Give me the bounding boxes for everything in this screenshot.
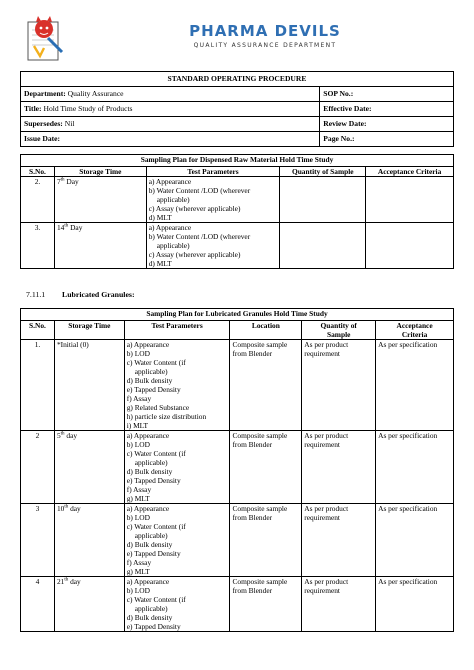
sno-cell: 3 bbox=[21, 504, 55, 577]
table-row bbox=[21, 504, 454, 577]
section-title: Lubricated Granules: bbox=[62, 290, 135, 299]
test-parameter-item: b) LOD bbox=[126, 513, 150, 522]
test-parameters-cell bbox=[124, 504, 230, 577]
table-row bbox=[21, 431, 454, 504]
test-parameter-item: c) Assay (wherever applicable) bbox=[148, 250, 241, 259]
granule-col-sno: S.No. bbox=[21, 321, 55, 340]
test-parameter-item: e) Tapped Density bbox=[126, 476, 181, 485]
test-parameter-item: b) LOD bbox=[126, 440, 150, 449]
criteria-cell: As per specification bbox=[376, 340, 454, 431]
test-parameters-cell bbox=[146, 177, 280, 223]
raw-material-table bbox=[20, 154, 454, 269]
storage-time-unit: day bbox=[70, 577, 81, 586]
test-parameter-item: g) MLT bbox=[126, 567, 150, 576]
test-parameter-item: c) Assay (wherever applicable) bbox=[148, 204, 241, 213]
pharma-devils-logo-icon bbox=[22, 12, 70, 64]
criteria-cell: As per specification bbox=[376, 504, 454, 577]
location-line: from Blender bbox=[232, 586, 273, 595]
test-parameter-item: d) Bulk density bbox=[126, 613, 173, 622]
department-value: Quality Assurance bbox=[67, 89, 124, 98]
storage-time-suffix: th bbox=[60, 177, 65, 183]
test-parameter-item: d) Bulk density bbox=[126, 540, 173, 549]
sno-cell: 2. bbox=[21, 177, 55, 223]
test-parameter-item: c) Water Content (if bbox=[126, 358, 186, 367]
quantity-cell bbox=[280, 177, 366, 223]
storage-time-cell bbox=[54, 223, 146, 269]
raw-col-criteria: Acceptance Criteria bbox=[366, 167, 454, 177]
test-parameter-item: a) Appearance bbox=[126, 340, 170, 349]
storage-time-number: 10 bbox=[56, 504, 65, 513]
storage-time-cell bbox=[54, 340, 124, 431]
storage-time-cell bbox=[54, 431, 124, 504]
title-value: Hold Time Study of Products bbox=[43, 104, 133, 113]
quantity-line: As per product bbox=[304, 504, 349, 513]
location-cell bbox=[230, 340, 302, 431]
raw-col-qty: Quantity of Sample bbox=[280, 167, 366, 177]
department-cell: Department: Quality Assurance bbox=[21, 87, 320, 102]
test-parameter-item: d) MLT bbox=[148, 259, 172, 268]
quantity-cell bbox=[302, 504, 376, 577]
supersedes-value: Nil bbox=[64, 119, 75, 128]
test-parameter-item: e) Tapped Density bbox=[126, 622, 181, 631]
test-parameter-item: a) Appearance bbox=[126, 504, 170, 513]
test-parameter-item: f) Assay bbox=[126, 485, 152, 494]
location-line: from Blender bbox=[232, 349, 273, 358]
effective-date-cell: Effective Date: bbox=[320, 102, 454, 117]
criteria-cell: As per specification bbox=[376, 577, 454, 632]
page-header bbox=[0, 0, 474, 70]
test-parameter-item: b) LOD bbox=[126, 586, 150, 595]
issue-date-cell: Issue Date: bbox=[21, 132, 320, 147]
test-parameter-item: a) Appearance bbox=[126, 577, 170, 586]
test-parameter-item: d) MLT bbox=[148, 213, 172, 222]
location-line: Composite sample bbox=[232, 431, 288, 440]
granule-col-qty: Quantity of Sample bbox=[302, 321, 376, 340]
storage-time-suffix: th bbox=[60, 431, 65, 437]
test-parameter-item: applicable) bbox=[134, 458, 168, 467]
storage-time-number: 14 bbox=[56, 223, 65, 232]
location-line: from Blender bbox=[232, 440, 273, 449]
granule-table-caption: Sampling Plan for Lubricated Granules Hold Time Study bbox=[21, 309, 454, 321]
quantity-line: requirement bbox=[304, 349, 340, 358]
criteria-cell bbox=[366, 223, 454, 269]
sno-cell: 2 bbox=[21, 431, 55, 504]
raw-col-params: Test Parameters bbox=[146, 167, 280, 177]
title-cell: Title: Hold Time Study of Products bbox=[21, 102, 320, 117]
test-parameter-item: e) Tapped Density bbox=[126, 549, 181, 558]
page-no-cell: Page No.: bbox=[320, 132, 454, 147]
location-cell bbox=[230, 431, 302, 504]
test-parameter-item: applicable) bbox=[134, 367, 168, 376]
storage-time-unit: Day bbox=[70, 223, 83, 232]
raw-col-storage: Storage Time bbox=[54, 167, 146, 177]
storage-time-cell bbox=[54, 504, 124, 577]
quantity-cell bbox=[302, 577, 376, 632]
test-parameter-item: applicable) bbox=[156, 241, 190, 250]
location-line: Composite sample bbox=[232, 504, 288, 513]
test-parameter-item: f) Assay bbox=[126, 394, 152, 403]
storage-time-unit: day bbox=[66, 431, 78, 440]
sno-cell: 1. bbox=[21, 340, 55, 431]
criteria-cell bbox=[366, 177, 454, 223]
test-parameter-item: g) Related Substance bbox=[126, 403, 190, 412]
test-parameter-item: e) Tapped Density bbox=[126, 385, 181, 394]
table-row bbox=[21, 223, 454, 269]
sno-cell: 3. bbox=[21, 223, 55, 269]
test-parameter-item: a) Appearance bbox=[148, 177, 192, 186]
table-row bbox=[21, 177, 454, 223]
brand-name: PHARMA DEVILS bbox=[189, 22, 341, 40]
review-date-cell: Review Date: bbox=[320, 117, 454, 132]
brand-subtitle: QUALITY ASSURANCE DEPARTMENT bbox=[193, 42, 337, 49]
granule-col-storage: Storage Time bbox=[54, 321, 124, 340]
storage-time-cell bbox=[54, 577, 124, 632]
test-parameter-item: d) Bulk density bbox=[126, 376, 173, 385]
granule-col-location: Location bbox=[230, 321, 302, 340]
section-heading bbox=[26, 290, 135, 299]
granule-col-criteria: Acceptance Criteria bbox=[376, 321, 454, 340]
quantity-line: As per product bbox=[304, 577, 349, 586]
quantity-line: requirement bbox=[304, 513, 340, 522]
test-parameter-item: b) LOD bbox=[126, 349, 150, 358]
granule-col-params: Test Parameters bbox=[124, 321, 230, 340]
quantity-cell bbox=[280, 223, 366, 269]
test-parameter-item: d) Bulk density bbox=[126, 467, 173, 476]
raw-table-caption: Sampling Plan for Dispensed Raw Material Hold Time Study bbox=[21, 155, 454, 167]
supersedes-cell: Supersedes: Nil bbox=[21, 117, 320, 132]
table-row bbox=[21, 340, 454, 431]
test-parameter-item: i) MLT bbox=[126, 421, 149, 430]
location-cell bbox=[230, 504, 302, 577]
storage-time-unit: day bbox=[70, 504, 81, 513]
test-parameter-item: applicable) bbox=[134, 604, 168, 613]
test-parameters-cell bbox=[124, 340, 230, 431]
sop-no-cell: SOP No.: bbox=[320, 87, 454, 102]
test-parameters-cell bbox=[146, 223, 280, 269]
quantity-line: requirement bbox=[304, 586, 340, 595]
quantity-line: requirement bbox=[304, 440, 340, 449]
test-parameter-item: a) Appearance bbox=[126, 431, 170, 440]
test-parameter-item: h) particle size distribution bbox=[126, 412, 207, 421]
table-row bbox=[21, 577, 454, 632]
storage-time-number: *Initial (0) bbox=[56, 340, 89, 349]
storage-time-suffix: th bbox=[64, 504, 69, 510]
test-parameter-item: c) Water Content (if bbox=[126, 449, 186, 458]
quantity-line: As per product bbox=[304, 431, 349, 440]
storage-time-number: 5 bbox=[56, 431, 61, 440]
storage-time-cell bbox=[54, 177, 146, 223]
location-line: from Blender bbox=[232, 513, 273, 522]
raw-col-sno: S.No. bbox=[21, 167, 55, 177]
quantity-cell bbox=[302, 340, 376, 431]
test-parameter-item: g) MLT bbox=[126, 494, 150, 503]
test-parameter-item: c) Water Content (if bbox=[126, 522, 186, 531]
storage-time-number: 7 bbox=[56, 177, 61, 186]
section-number: 7.11.1 bbox=[26, 290, 46, 299]
quantity-cell bbox=[302, 431, 376, 504]
criteria-cell: As per specification bbox=[376, 431, 454, 504]
location-line: Composite sample bbox=[232, 340, 288, 349]
location-line: Composite sample bbox=[232, 577, 288, 586]
test-parameter-item: a) Appearance bbox=[148, 223, 192, 232]
sop-header-table bbox=[20, 71, 454, 147]
test-parameters-cell bbox=[124, 431, 230, 504]
test-parameter-item: c) Water Content (if bbox=[126, 595, 186, 604]
sno-cell: 4 bbox=[21, 577, 55, 632]
storage-time-suffix: th bbox=[64, 577, 69, 583]
test-parameter-item: applicable) bbox=[134, 531, 168, 540]
test-parameters-cell bbox=[124, 577, 230, 632]
sop-title: STANDARD OPERATING PROCEDURE bbox=[21, 72, 454, 87]
test-parameter-item: b) Water Content /LOD (wherever bbox=[148, 186, 251, 195]
location-cell bbox=[230, 577, 302, 632]
test-parameter-item: b) Water Content /LOD (wherever bbox=[148, 232, 251, 241]
storage-time-number: 21 bbox=[56, 577, 65, 586]
storage-time-unit: Day bbox=[66, 177, 79, 186]
test-parameter-item: applicable) bbox=[156, 195, 190, 204]
storage-time-suffix: th bbox=[64, 223, 69, 229]
lubricated-granules-table bbox=[20, 308, 454, 632]
quantity-line: As per product bbox=[304, 340, 349, 349]
test-parameter-item: f) Assay bbox=[126, 558, 152, 567]
